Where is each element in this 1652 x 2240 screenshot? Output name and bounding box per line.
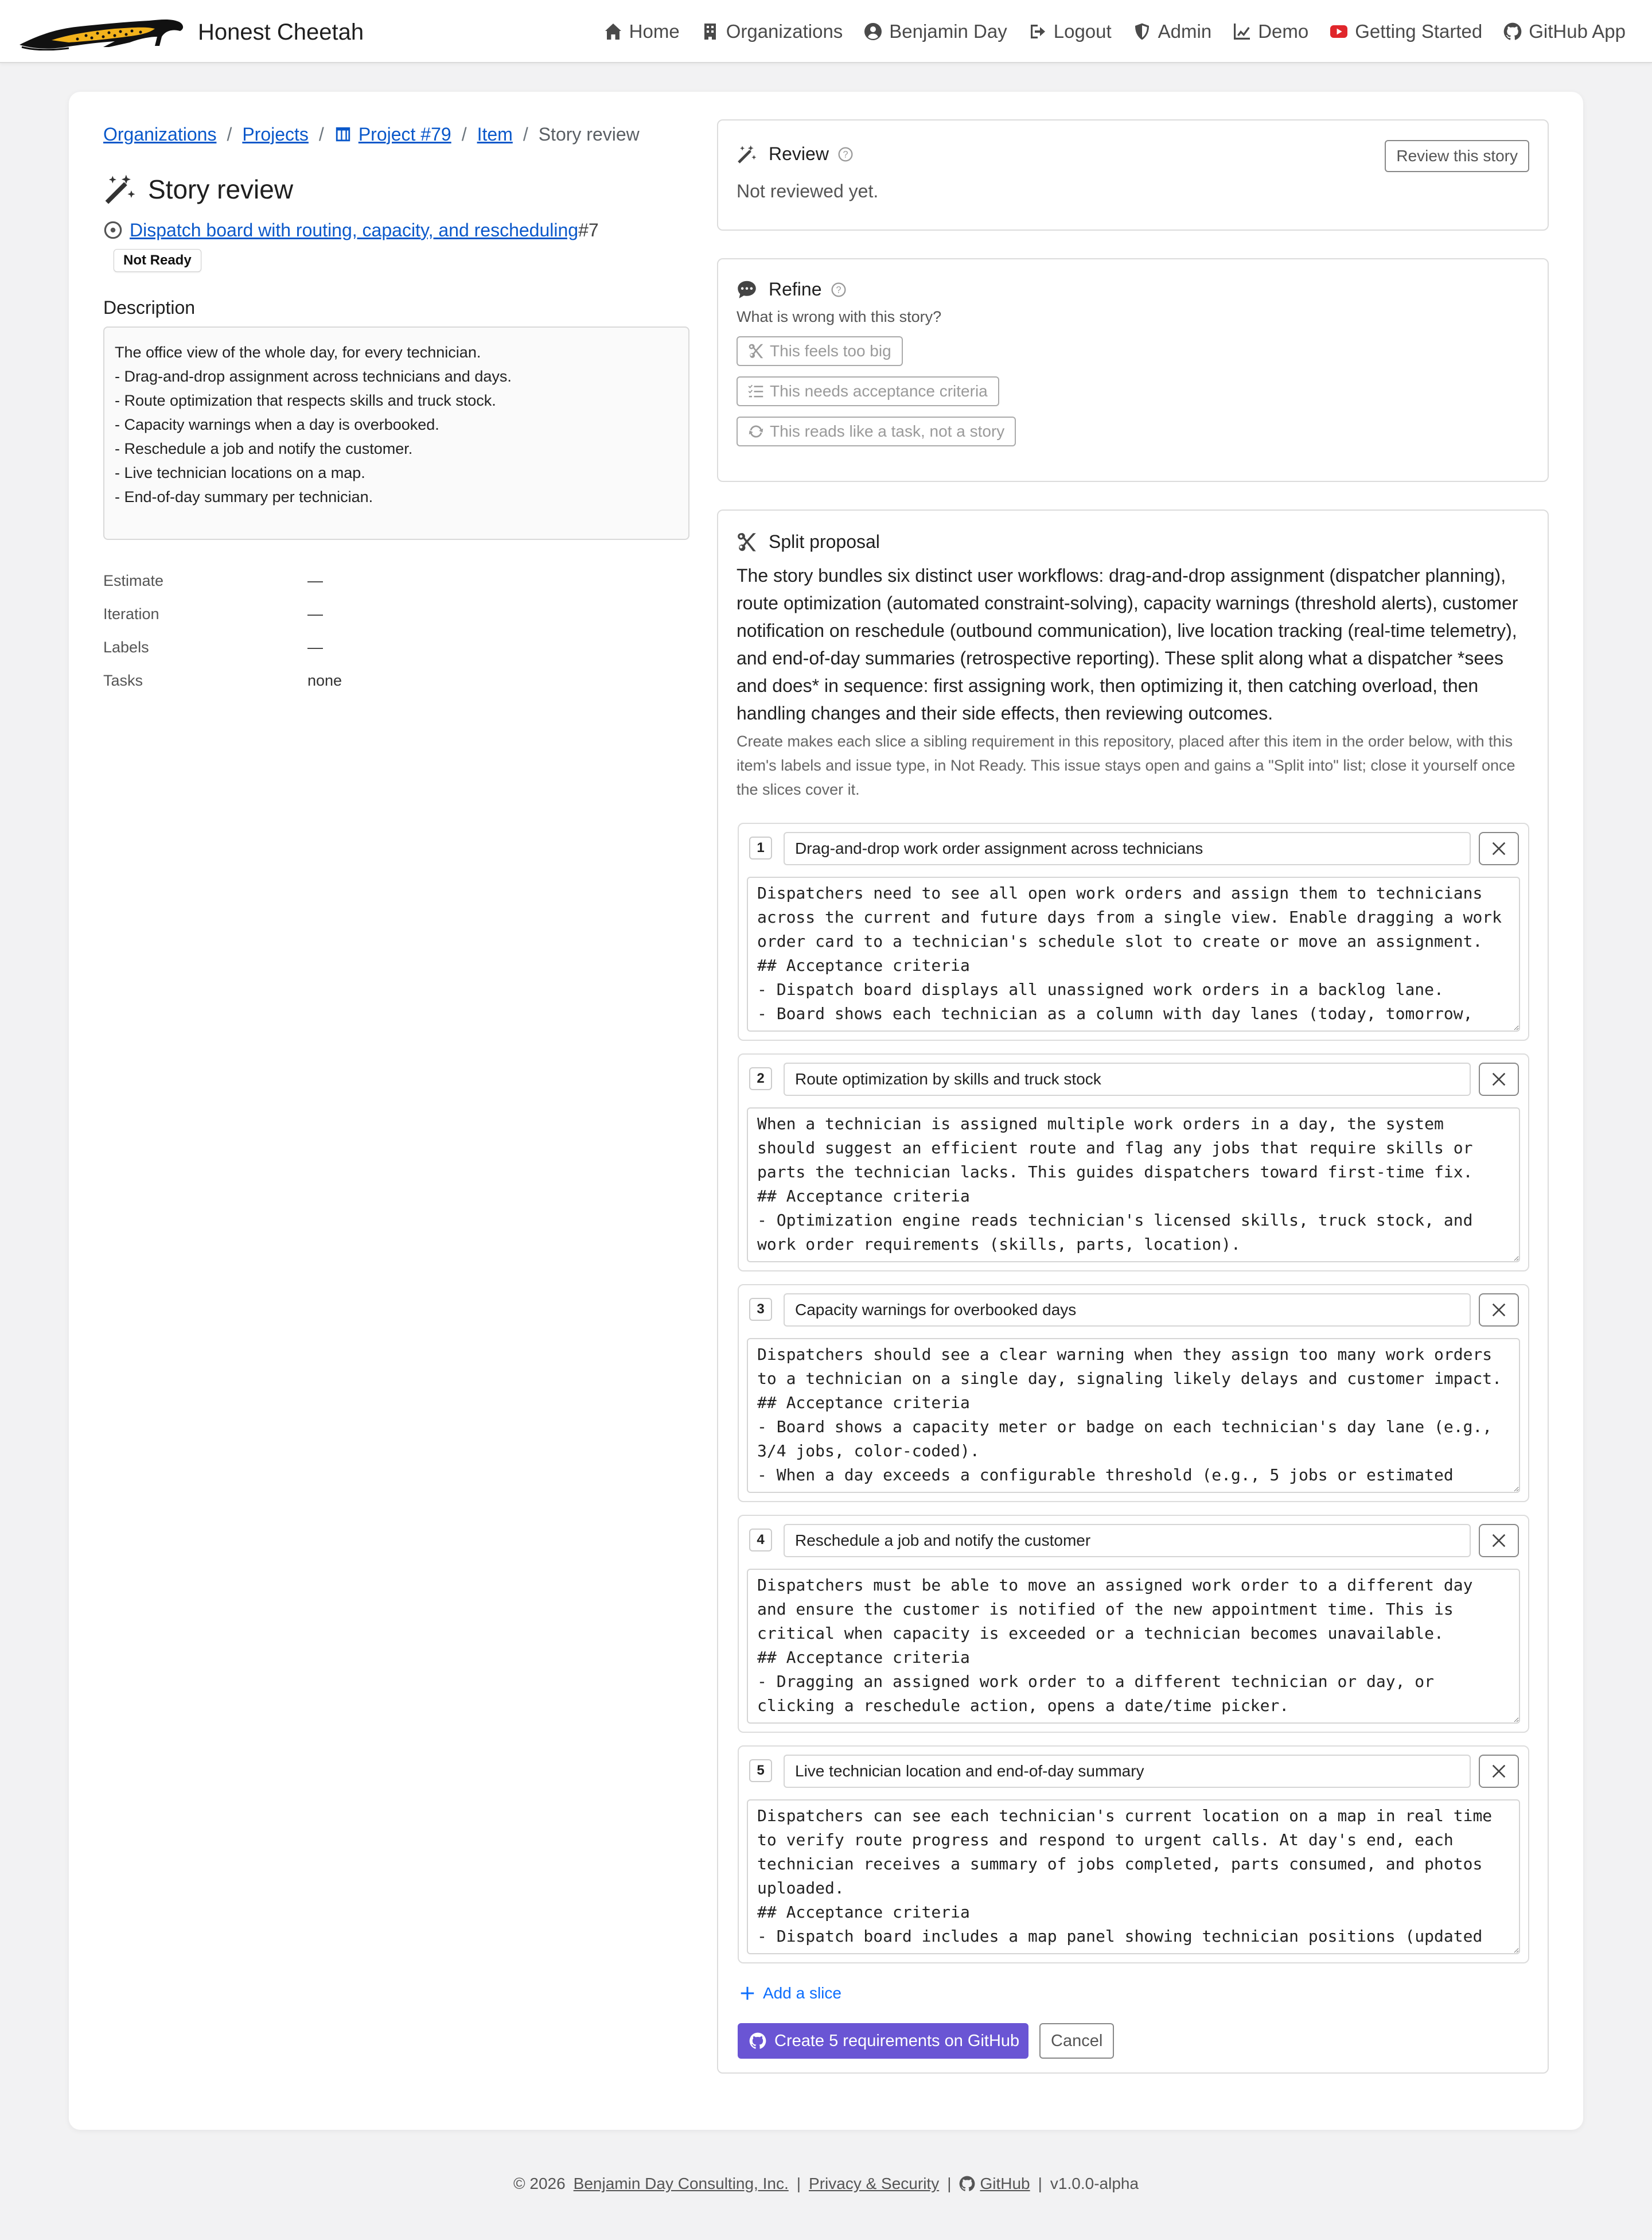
remove-slice-button[interactable]	[1479, 832, 1519, 865]
meta-value: none	[307, 671, 342, 689]
status-badge: Not Ready	[114, 249, 201, 272]
footer-github-link[interactable]: GitHub	[980, 2175, 1030, 2192]
refresh-icon	[748, 423, 764, 440]
footer-github-group	[959, 2175, 1030, 2193]
slice-number: 3	[749, 1298, 772, 1321]
nav-getting-started[interactable]	[1330, 21, 1482, 42]
slice-number: 4	[749, 1529, 772, 1551]
parent-item-number: #7	[578, 219, 599, 240]
close-icon	[1490, 1532, 1507, 1549]
breadcrumb-separator: /	[461, 123, 467, 145]
review-story-button[interactable]: Review this story	[1385, 140, 1529, 172]
meta-iteration	[103, 597, 689, 631]
breadcrumb-organizations[interactable]: Organizations	[103, 123, 217, 145]
logout-icon	[1028, 22, 1047, 41]
review-title: Review	[769, 143, 829, 164]
footer-separator: |	[796, 2175, 801, 2192]
list-check-icon	[748, 383, 764, 399]
nav-logout-label: Logout	[1053, 21, 1112, 42]
refine-header	[737, 279, 1529, 300]
breadcrumb-item[interactable]: Item	[477, 123, 513, 145]
nav-logout[interactable]	[1028, 21, 1112, 42]
nav-home-label: Home	[629, 21, 680, 42]
breadcrumb-separator: /	[227, 123, 232, 145]
nav-demo[interactable]	[1233, 21, 1308, 42]
meta-list	[103, 564, 689, 697]
github-icon	[749, 2032, 766, 2050]
slice-card	[738, 823, 1529, 1041]
nav-home[interactable]	[604, 21, 680, 42]
shield-icon	[1133, 22, 1151, 41]
footer-copyright: © 2026	[513, 2175, 566, 2192]
slice-body-textarea[interactable]	[747, 1338, 1520, 1493]
split-panel	[717, 510, 1549, 2074]
svg-text:?: ?	[843, 149, 848, 160]
slice-number: 5	[749, 1759, 772, 1782]
remove-slice-button[interactable]	[1479, 1755, 1519, 1788]
nav-github-app[interactable]	[1503, 21, 1626, 42]
slice-title-input[interactable]	[784, 1063, 1471, 1096]
review-status: Not reviewed yet.	[737, 181, 879, 201]
slice-body-textarea[interactable]	[747, 1569, 1520, 1724]
split-summary: The story bundles six distinct user workflows: drag-and-drop assignment (dispatcher planning), route optimization (automated constraint-solving), capacity warnings (threshold alerts), customer notification on reschedule (outbound communication), live location tracking (real-time telemetry), and end-of-day summaries (retrospective reporting). These split along what a dispatcher *sees and does* in sequence: first assigning work, then optimizing it, then catching overload, then handling changes and their side effects, then reviewing outcomes.	[737, 565, 1518, 724]
add-slice-label: Add a slice	[763, 1984, 841, 2002]
needs-criteria-button[interactable]	[737, 376, 999, 406]
nav-getting-started-label: Getting Started	[1355, 21, 1483, 42]
needs-criteria-label: This needs acceptance criteria	[770, 382, 988, 400]
meta-value: —	[307, 571, 323, 589]
scissors-icon	[748, 343, 764, 359]
description-box	[103, 326, 689, 540]
too-big-button[interactable]	[737, 336, 903, 366]
help-circle-icon[interactable]	[838, 147, 853, 162]
footer-privacy-link[interactable]: Privacy & Security	[809, 2175, 940, 2192]
slice-title-input[interactable]	[784, 1293, 1471, 1327]
nav-organizations[interactable]	[701, 21, 843, 42]
meta-key: Estimate	[103, 571, 164, 589]
slice-title-input[interactable]	[784, 832, 1471, 865]
split-note: Create makes each slice a sibling requirement in this repository, placed after this item in the order below, with this item's labels and issue type, in Not Ready. This issue stays open and gains a "Split into" list; close it yourself once the slices cover it.	[737, 733, 1515, 798]
issue-open-icon	[103, 220, 123, 240]
youtube-icon	[1330, 22, 1348, 41]
breadcrumb-current: Story review	[538, 123, 640, 145]
chat-bubble-icon	[737, 279, 757, 300]
meta-key: Labels	[103, 638, 149, 656]
add-slice-link[interactable]	[739, 1984, 841, 2002]
footer-company-link[interactable]: Benjamin Day Consulting, Inc.	[573, 2175, 789, 2192]
split-title: Split proposal	[769, 531, 880, 552]
remove-slice-button[interactable]	[1479, 1063, 1519, 1096]
svg-text:?: ?	[835, 285, 841, 295]
slice-body-textarea[interactable]	[747, 1107, 1520, 1262]
refine-question: What is wrong with this story?	[737, 308, 942, 325]
parent-item-link[interactable]: Dispatch board with routing, capacity, and rescheduling	[130, 219, 579, 240]
meta-key: Iteration	[103, 605, 159, 623]
slice-card	[738, 1284, 1529, 1502]
building-icon	[701, 22, 719, 41]
remove-slice-button[interactable]	[1479, 1524, 1519, 1557]
cancel-button[interactable]: Cancel	[1039, 2023, 1114, 2059]
meta-value: —	[307, 638, 323, 656]
nav-admin-label: Admin	[1158, 21, 1212, 42]
meta-key: Tasks	[103, 671, 143, 689]
refine-panel	[717, 258, 1549, 482]
cheetah-logo	[17, 14, 186, 50]
breadcrumb	[103, 120, 689, 148]
slice-number: 2	[749, 1067, 772, 1090]
brand-name: Honest Cheetah	[198, 19, 364, 45]
close-icon	[1490, 840, 1507, 857]
main-card	[69, 92, 1583, 2130]
nav-demo-label: Demo	[1258, 21, 1309, 42]
page-title-row	[103, 171, 689, 208]
left-column	[103, 120, 689, 697]
create-requirements-button[interactable]	[738, 2023, 1028, 2059]
page-title: Story review	[148, 174, 294, 204]
footer	[0, 2175, 1652, 2193]
meta-tasks	[103, 664, 689, 697]
github-icon	[1503, 22, 1522, 41]
chart-line-icon	[1233, 22, 1251, 41]
description-line: The office view of the whole day, for every technician.	[115, 344, 481, 361]
slice-title-input[interactable]	[784, 1755, 1471, 1788]
description-label: Description	[103, 297, 196, 318]
close-icon	[1490, 1763, 1507, 1780]
review-panel	[717, 119, 1549, 231]
user-circle-icon	[864, 22, 882, 41]
nav-admin[interactable]	[1133, 21, 1212, 42]
plus-icon	[739, 1985, 756, 2002]
magic-wand-icon	[737, 144, 757, 165]
home-icon	[604, 22, 622, 41]
slice-body-textarea[interactable]	[747, 877, 1520, 1032]
reads-like-task-button[interactable]	[737, 417, 1016, 446]
magic-wand-icon	[103, 173, 137, 206]
description-line: - Live technician locations on a map.	[115, 464, 365, 481]
main-nav	[604, 0, 1626, 63]
parent-item-row	[103, 217, 689, 243]
too-big-label: This feels too big	[770, 342, 891, 360]
refine-title: Refine	[769, 279, 822, 300]
description-line: - Drag-and-drop assignment across technicians and days.	[115, 368, 512, 385]
meta-value: —	[307, 605, 323, 623]
nav-user-label: Benjamin Day	[889, 21, 1007, 42]
description-line: - Capacity warnings when a day is overbooked.	[115, 416, 439, 433]
slice-card	[738, 1745, 1529, 1963]
reads-like-task-label: This reads like a task, not a story	[770, 422, 1005, 440]
slice-number: 1	[749, 837, 772, 860]
slice-card	[738, 1053, 1529, 1271]
breadcrumb-projects[interactable]: Projects	[242, 123, 309, 145]
breadcrumb-project[interactable]: Project #79	[358, 123, 451, 145]
footer-version: v1.0.0-alpha	[1050, 2175, 1139, 2192]
help-circle-icon[interactable]	[831, 282, 846, 297]
nav-user[interactable]	[864, 21, 1007, 42]
slice-title-input[interactable]	[784, 1524, 1471, 1557]
breadcrumb-separator: /	[318, 123, 324, 145]
meta-estimate	[103, 564, 689, 597]
navbar	[0, 0, 1652, 63]
footer-separator: |	[1038, 2175, 1042, 2192]
footer-separator: |	[947, 2175, 952, 2192]
project-board-icon	[334, 126, 352, 143]
create-requirements-label: Create 5 requirements on GitHub	[774, 2031, 1020, 2050]
close-icon	[1490, 1071, 1507, 1088]
breadcrumb-separator: /	[523, 123, 528, 145]
close-icon	[1490, 1301, 1507, 1319]
github-icon	[959, 2176, 975, 2192]
remove-slice-button[interactable]	[1479, 1293, 1519, 1327]
description-line: - Reschedule a job and notify the customer.	[115, 440, 413, 457]
nav-organizations-label: Organizations	[726, 21, 843, 42]
nav-github-app-label: GitHub App	[1529, 21, 1626, 42]
scissors-icon	[737, 532, 757, 553]
slice-body-textarea[interactable]	[747, 1799, 1520, 1954]
meta-labels	[103, 631, 689, 664]
description-line: - End-of-day summary per technician.	[115, 488, 373, 505]
description-line: - Route optimization that respects skills and truck stock.	[115, 392, 496, 409]
brand-link[interactable]	[17, 14, 364, 50]
split-header	[737, 531, 1529, 553]
slice-card	[738, 1515, 1529, 1733]
